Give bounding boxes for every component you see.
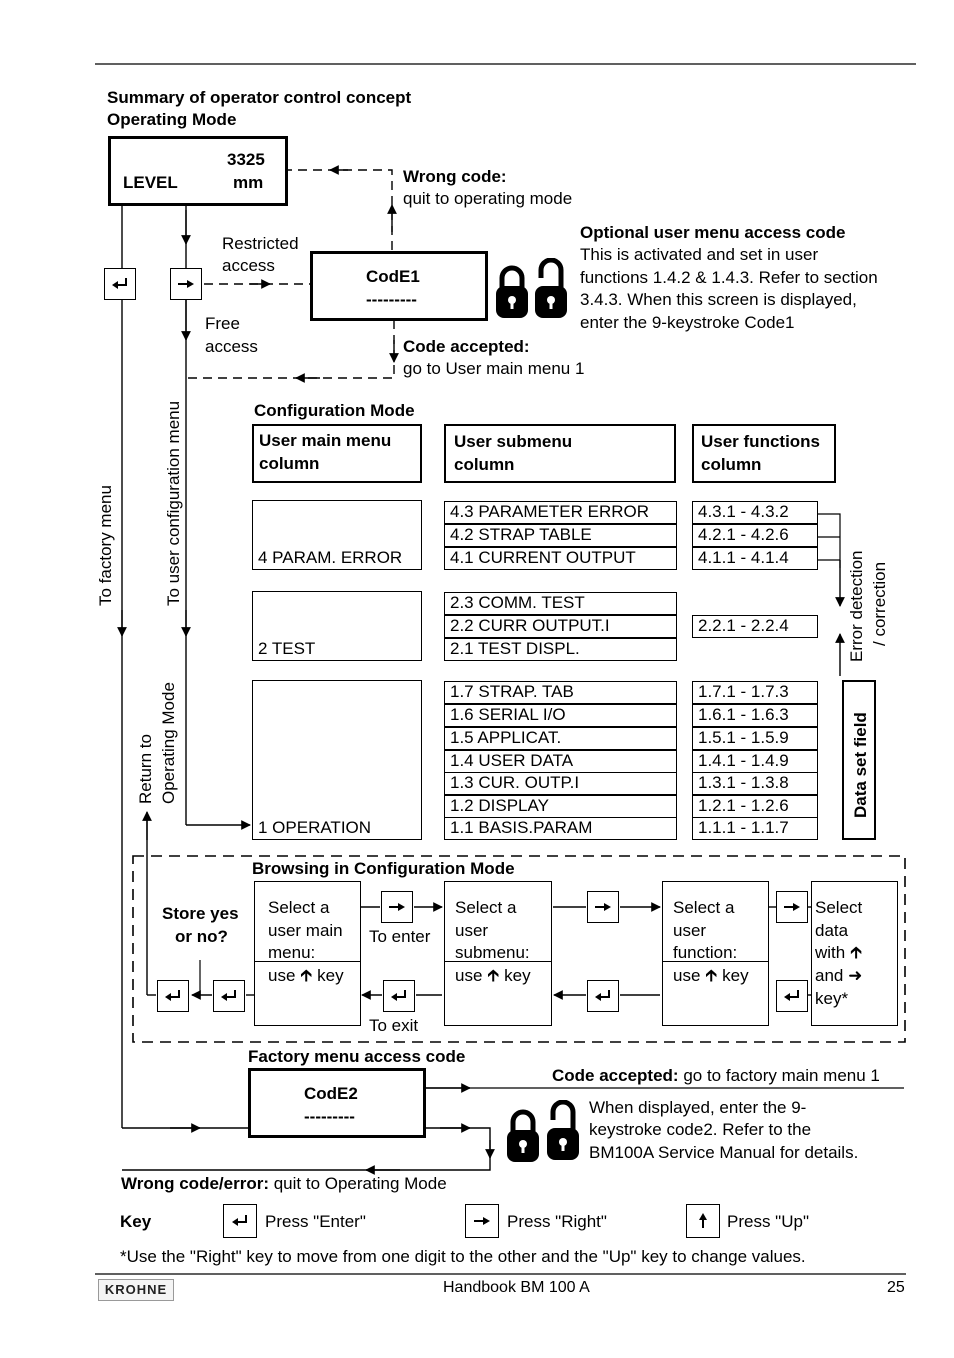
right-key-icon	[781, 898, 803, 916]
sub-column-header	[444, 424, 676, 483]
up-arrow-icon: 🡱	[849, 943, 863, 962]
submenu-1-4[interactable]: 1.4 USER DATA	[444, 750, 677, 773]
select-main-use: use 🡱 key	[268, 966, 344, 985]
right-key-icon	[592, 898, 614, 916]
function-4-1[interactable]: 4.1.1 - 4.1.4	[692, 547, 818, 570]
select-func-line-2: user	[673, 921, 707, 940]
enter-key-button[interactable]	[587, 980, 619, 1012]
legend-right-key	[465, 1204, 499, 1238]
select-data-line-2: data	[815, 921, 849, 940]
select-sub-box	[444, 881, 552, 1026]
enter-key-icon	[781, 987, 803, 1005]
factory-when-1: When displayed, enter the 9-	[589, 1098, 807, 1117]
function-1-5[interactable]: 1.5.1 - 1.5.9	[692, 727, 818, 750]
summary-heading: Summary of operator control concept	[107, 88, 412, 107]
function-2-2[interactable]: 2.2.1 - 2.2.4	[692, 615, 818, 638]
sub-column-label-2: column	[454, 455, 515, 474]
menu-box-1[interactable]	[252, 680, 422, 840]
menu-label-4: 4 PARAM. ERROR	[258, 548, 403, 567]
operating-mode-label: Operating Mode	[159, 682, 178, 804]
footnote: *Use the "Right" key to move from one digit to the other and the "Up" key to change values.	[120, 1247, 806, 1266]
wrong-code-title: Wrong code:	[403, 167, 507, 186]
enter-key-icon	[218, 987, 240, 1005]
function-1-4[interactable]: 1.4.1 - 1.4.9	[692, 750, 818, 773]
return-to-label: Return to	[136, 734, 155, 804]
function-1-2[interactable]: 1.2.1 - 1.2.6	[692, 795, 818, 818]
up-key-icon	[692, 1212, 714, 1230]
select-data-line-5: key*	[815, 989, 849, 1008]
level-value: 3325	[227, 150, 265, 169]
factory-title: Factory menu access code	[248, 1047, 466, 1066]
function-1-1[interactable]: 1.1.1 - 1.1.7	[692, 817, 818, 840]
free-label-2: access	[205, 337, 258, 356]
enter-key-button[interactable]	[213, 980, 245, 1012]
level-label: LEVEL	[123, 173, 178, 192]
code1-title: CodE1	[366, 267, 420, 286]
legend-right-label: Press "Right"	[507, 1212, 607, 1231]
func-column-header	[692, 424, 836, 483]
store-label-2: or no?	[175, 927, 228, 946]
restricted-label-2: access	[222, 256, 275, 275]
menu-label-1: 1 OPERATION	[258, 818, 372, 837]
enter-key-icon	[229, 1212, 251, 1230]
right-key-button[interactable]	[381, 891, 413, 923]
enter-key-button[interactable]	[104, 268, 136, 300]
select-sub-use: use 🡱 key	[455, 966, 531, 985]
right-key-button[interactable]	[776, 891, 808, 923]
function-1-3[interactable]: 1.3.1 - 1.3.8	[692, 772, 818, 795]
submenu-2-3[interactable]: 2.3 COMM. TEST	[444, 592, 677, 615]
unlock-icon	[533, 258, 569, 320]
to-user-config-label: To user configuration menu	[164, 400, 183, 606]
to-exit-label: To exit	[369, 1016, 419, 1035]
enter-key-icon	[162, 987, 184, 1005]
submenu-1-6[interactable]: 1.6 SERIAL I/O	[444, 704, 677, 727]
restricted-label-1: Restricted	[222, 234, 299, 253]
right-key-icon	[175, 275, 197, 293]
wrong-code-text: quit to operating mode	[403, 189, 573, 208]
optional-line-4: enter the 9-keystroke Code1	[580, 313, 795, 332]
krohne-logo: KROHNE	[98, 1279, 174, 1301]
select-sub-line-1: Select a	[455, 898, 517, 917]
code2-display	[248, 1068, 426, 1138]
right-key-icon	[386, 898, 408, 916]
lock-icon	[494, 262, 530, 320]
factory-when-2: keystroke code2. Refer to the	[589, 1120, 812, 1139]
menu-box-4[interactable]	[252, 500, 422, 570]
error-detection-label-2: / correction	[870, 561, 889, 646]
select-func-use: use 🡱 key	[673, 966, 749, 985]
to-enter-label: To enter	[369, 927, 431, 946]
main-column-header	[252, 424, 422, 483]
submenu-1-3[interactable]: 1.3 CUR. OUTP.I	[444, 772, 677, 795]
enter-key-icon	[109, 275, 131, 293]
enter-key-icon	[592, 987, 614, 1005]
code-accepted-text: go to User main menu 1	[403, 359, 585, 378]
code2-dashes: ---------	[304, 1107, 355, 1126]
legend-up-key	[686, 1204, 720, 1238]
legend-up-label: Press "Up"	[727, 1212, 809, 1231]
select-func-line-3: function:	[673, 943, 738, 962]
up-arrow-icon: 🡱	[300, 966, 313, 985]
browsing-title: Browsing in Configuration Mode	[252, 859, 515, 878]
submenu-1-5[interactable]: 1.5 APPLICAT.	[444, 727, 677, 750]
optional-title: Optional user menu access code	[580, 223, 846, 242]
code1-display	[310, 251, 488, 321]
select-func-box	[662, 881, 769, 1026]
function-1-6[interactable]: 1.6.1 - 1.6.3	[692, 704, 818, 727]
submenu-2-2[interactable]: 2.2 CURR OUTPUT.I	[444, 615, 677, 638]
optional-line-2: functions 1.4.2 & 1.4.3. Refer to section	[580, 268, 878, 287]
submenu-4-3[interactable]: 4.3 PARAMETER ERROR	[444, 501, 677, 524]
lock-icon	[505, 1106, 541, 1164]
menu-box-2[interactable]	[252, 591, 422, 661]
up-arrow-icon: 🡱	[487, 966, 500, 985]
select-main-line-2: user main	[268, 921, 343, 940]
submenu-2-1[interactable]: 2.1 TEST DISPL.	[444, 638, 677, 661]
select-data-line-4: and ➜	[815, 966, 863, 985]
to-factory-label: To factory menu	[96, 485, 115, 606]
legend-enter-label: Press "Enter"	[265, 1212, 366, 1231]
func-column-label-2: column	[701, 455, 762, 474]
config-mode-heading: Configuration Mode	[254, 401, 415, 420]
main-column-label-1: User main menu	[259, 431, 392, 450]
main-column-label-2: column	[259, 454, 320, 473]
free-label-1: Free	[205, 314, 240, 333]
select-main-box	[254, 881, 361, 1026]
code2-title: CodE2	[304, 1084, 358, 1103]
optional-line-3: 3.4.3. When this screen is displayed,	[580, 290, 857, 309]
level-unit: mm	[233, 173, 264, 192]
right-key-button[interactable]	[170, 268, 202, 300]
function-1-7[interactable]: 1.7.1 - 1.7.3	[692, 681, 818, 704]
right-key-button[interactable]	[587, 891, 619, 923]
code-accepted-title: Code accepted:	[403, 337, 530, 356]
wrong-code-error: Wrong code/error: quit to Operating Mode	[121, 1174, 447, 1193]
operating-mode-heading: Operating Mode	[107, 110, 237, 129]
submenu-1-2[interactable]: 1.2 DISPLAY	[444, 795, 677, 818]
enter-key-button[interactable]	[383, 980, 415, 1012]
data-set-field-label: Data set field	[851, 712, 870, 818]
right-arrow-icon: ➜	[848, 966, 863, 985]
data-set-field	[842, 680, 876, 840]
footer-handbook: Handbook BM 100 A	[443, 1279, 590, 1296]
select-func-line-1: Select a	[673, 898, 735, 917]
unlock-icon	[545, 1100, 581, 1162]
func-column-label-1: User functions	[701, 432, 821, 451]
submenu-4-2[interactable]: 4.2 STRAP TABLE	[444, 524, 677, 547]
level-display	[108, 136, 288, 206]
select-data-box	[811, 881, 898, 1026]
code1-dashes: ---------	[366, 290, 417, 309]
select-main-line-3: menu:	[268, 943, 316, 962]
select-data-line-3: with 🡱	[815, 943, 863, 962]
up-arrow-icon: 🡱	[705, 966, 718, 985]
select-main-line-1: Select a	[268, 898, 330, 917]
select-data-line-1: Select	[815, 898, 863, 917]
factory-when-3: BM100A Service Manual for details.	[589, 1143, 859, 1162]
enter-key-icon	[388, 987, 410, 1005]
enter-key-button[interactable]	[157, 980, 189, 1012]
sub-column-label-1: User submenu	[454, 432, 573, 451]
error-detection-label-1: Error detection	[847, 550, 866, 662]
select-sub-line-3: submenu:	[455, 943, 530, 962]
select-sub-line-2: user	[455, 921, 489, 940]
function-4-3[interactable]: 4.3.1 - 4.3.2	[692, 501, 818, 524]
submenu-1-7[interactable]: 1.7 STRAP. TAB	[444, 681, 677, 704]
store-label-1: Store yes	[162, 904, 239, 923]
key-legend-title: Key	[120, 1212, 152, 1231]
enter-key-button[interactable]	[776, 980, 808, 1012]
legend-enter-key	[223, 1204, 257, 1238]
optional-line-1: This is activated and set in user	[580, 245, 819, 264]
submenu-1-1[interactable]: 1.1 BASIS.PARAM	[444, 817, 677, 840]
submenu-4-1[interactable]: 4.1 CURRENT OUTPUT	[444, 547, 677, 570]
right-key-icon	[471, 1212, 493, 1230]
function-4-2[interactable]: 4.2.1 - 4.2.6	[692, 524, 818, 547]
factory-accepted: Code accepted: go to factory main menu 1	[552, 1066, 880, 1085]
page-number: 25	[887, 1279, 905, 1296]
menu-label-2: 2 TEST	[258, 639, 316, 658]
